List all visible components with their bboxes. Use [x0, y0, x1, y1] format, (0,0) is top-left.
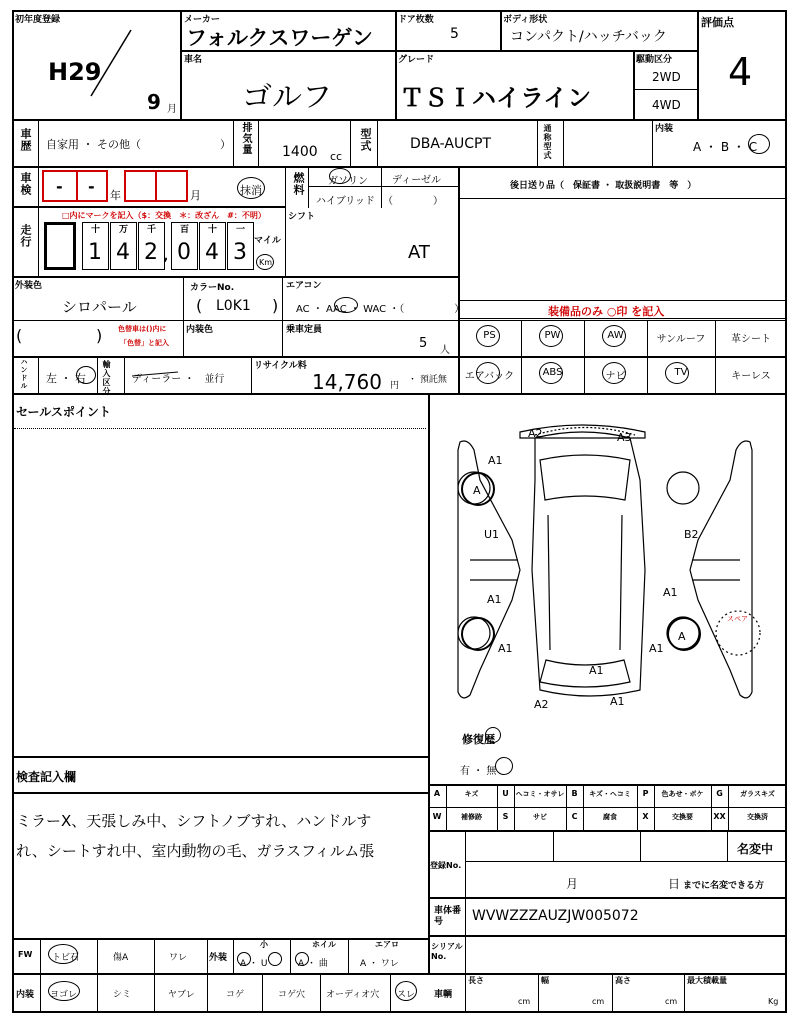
grid-line: [285, 206, 286, 276]
int-item: コゲ穴: [278, 990, 306, 1000]
aircon-label: エアコン: [286, 281, 322, 291]
damage-circle: [461, 617, 495, 651]
fuel-hybrid: ハイブリッド: [316, 196, 375, 207]
drive-4wd: 4WD: [652, 98, 681, 112]
fuel-gas-circle: [329, 168, 351, 184]
sales-point-label: セールスポイント: [16, 405, 111, 419]
mileage-unit: 十: [208, 225, 218, 235]
mileage-comma: ,: [163, 244, 169, 265]
legend-cell: B: [571, 789, 578, 798]
grid-line: [12, 206, 285, 208]
grid-line: [640, 830, 641, 862]
legend-cell: キズ: [464, 790, 479, 798]
mileage-digit: 2: [144, 240, 158, 265]
equipment-note: 装備品のみ ○印 を記入: [548, 305, 665, 318]
registration-month: 9: [147, 90, 161, 114]
grid-line: [38, 356, 39, 394]
recycle-unit: 円: [390, 381, 400, 391]
maker-value: フォルクスワーゲン: [186, 26, 373, 50]
damage-label: A1: [487, 593, 502, 606]
mileage-unit: 百: [180, 225, 190, 235]
capacity-value: 5: [419, 336, 428, 351]
grid-line: [390, 973, 391, 1013]
damage-label: A1: [610, 695, 625, 708]
equipment-circle: [539, 325, 563, 347]
damage-label: A1: [488, 454, 503, 467]
model-name-label: 車名: [184, 55, 203, 65]
grid-line: [350, 119, 351, 167]
damage-label: A1: [498, 642, 513, 655]
grid-line: [40, 973, 41, 1013]
grid-line: [395, 10, 397, 120]
inspection-notes-label: 検査記入欄: [16, 770, 77, 784]
interior-grade-circle: [748, 134, 770, 154]
legend-cell: S: [502, 812, 509, 821]
grid-line: [154, 938, 155, 974]
handle-label: ハンドル: [20, 358, 28, 390]
legend-cell: X: [642, 812, 649, 821]
dim-unit-cm: cm: [665, 997, 678, 1006]
grid-line: [458, 320, 787, 321]
doors-value: 5: [450, 26, 459, 42]
handle-circle: [76, 366, 96, 384]
grid-line: [12, 973, 787, 975]
recycle-label: リサイクル料: [254, 361, 307, 371]
ext-val: A ・ ワレ: [360, 959, 399, 969]
legend-cell: ヘコミ・オサレ: [515, 790, 565, 798]
legend-cell: 補修跡: [461, 813, 482, 821]
registration-month-unit: 月: [167, 104, 177, 115]
grid-line: [458, 198, 787, 199]
grid-line: [183, 276, 184, 356]
mileage-unit: 万: [119, 225, 129, 235]
reg-no-label: 登録No.: [430, 861, 462, 870]
fuel-label: 燃料: [292, 172, 305, 196]
equipment-item: ABS: [542, 367, 563, 378]
vin-label: 車体番号: [434, 906, 462, 927]
damage-label: B2: [684, 528, 699, 541]
repair-label: 修復歴: [462, 733, 495, 746]
history-close: ）: [220, 138, 231, 151]
repair-label-circle: [485, 727, 501, 743]
equipment-circle: [602, 362, 626, 384]
grid-line: [97, 356, 98, 394]
handle-value: 左 ・ 右: [46, 372, 86, 385]
grid-line: [154, 973, 155, 1013]
grid-line: [40, 938, 41, 974]
maker-label: メーカー: [184, 15, 220, 25]
reg-until: までに名変できる方: [683, 881, 765, 891]
grid-line: [428, 935, 787, 937]
registration-label: 初年度登録: [15, 15, 61, 25]
color-change-note2: 「色替」と記入: [120, 339, 169, 347]
model-type-value: DBA-AUCPT: [410, 136, 491, 152]
grid-line: [12, 276, 458, 278]
inspection-label: 車検: [19, 172, 32, 196]
equipment-item: キーレス: [731, 371, 771, 382]
grid-line: [537, 119, 538, 167]
inspection-dash2: -: [88, 177, 95, 196]
inspection-month: 月: [190, 189, 201, 202]
grid-line: [207, 973, 208, 1013]
grid-line: [428, 784, 787, 786]
grid-line: [258, 119, 259, 167]
equipment-circle: [602, 325, 626, 347]
dim-unit-cm: cm: [518, 997, 531, 1006]
legend-cell: ガラスキズ: [740, 790, 775, 798]
legend-cell: 色あせ・ボケ: [661, 790, 704, 798]
spare-label: スペア: [727, 615, 748, 623]
equipment-circle: [476, 362, 500, 384]
mileage-unit: 一: [236, 225, 246, 235]
legend-cell: G: [716, 789, 723, 798]
grid-line: [458, 166, 460, 394]
aircon-value: AC ・ AAC ・ WAC ・（ ）: [296, 304, 465, 315]
recycle-value: 14,760: [312, 370, 382, 394]
equipment-item: サンルーフ: [656, 334, 706, 345]
registration-slash: [85, 28, 135, 98]
repair-none-circle: [495, 757, 513, 775]
mileage-label: 走行: [19, 224, 32, 248]
serial-label: シリアルNo.: [431, 942, 463, 961]
inspection-month-box1: [124, 170, 157, 202]
dim-weight: 最大積載量: [687, 976, 727, 985]
ext-aero: エアロ: [375, 940, 399, 949]
equipment-item: ナビ: [605, 371, 626, 382]
grid-line: [633, 50, 635, 120]
displacement-unit: cc: [330, 150, 343, 163]
legend-cell: W: [432, 812, 442, 821]
exterior-color-value: シロパール: [62, 298, 137, 316]
inspection-notes-line1: ミラーX、天張しみ中、シフトノブすれ、ハンドルす: [16, 812, 372, 830]
score-label: 評価点: [701, 16, 734, 29]
grid-line: [308, 166, 309, 208]
fuel-diesel: ディーゼル: [392, 175, 441, 186]
grid-line: [320, 973, 321, 1013]
damage-circle: [461, 472, 495, 506]
int-item: オーディオ穴: [326, 990, 380, 1000]
grade-label: グレード: [398, 55, 435, 65]
inspection-dash1: -: [56, 177, 63, 196]
grid-line: [12, 792, 428, 794]
recycle-deposit: ・ 預託無: [408, 375, 447, 385]
inspection-year: 年: [110, 189, 121, 202]
body-value: コンパクト/ハッチバック: [510, 29, 667, 45]
legend-cell: C: [571, 812, 578, 821]
equipment-circle: [539, 362, 563, 384]
exterior-color-label: 外装色: [15, 281, 43, 291]
ext-val: A ・ U: [240, 959, 268, 969]
grid-line: [97, 973, 98, 1013]
grid-line: [538, 973, 539, 1013]
grid-line: [124, 356, 125, 394]
body-label: ボディ形状: [503, 15, 548, 25]
model-name-value: ゴルフ: [242, 80, 332, 115]
later-items-label: 後日送り品（ 保証書 ・ 取扱説明書 等 ）: [510, 181, 697, 191]
grid-line: [612, 973, 613, 1013]
displacement-label: 排気量: [240, 122, 251, 155]
damage-circle: [667, 617, 701, 651]
mileage-unit: 十: [91, 225, 101, 235]
equipment-item: TV: [674, 367, 688, 378]
grid-line: [428, 393, 430, 973]
displacement-value: 1400: [282, 144, 318, 160]
color-no-label: カラーNo.: [190, 283, 235, 293]
ext-circle-u: [268, 952, 282, 966]
int-circle-dirt: [48, 981, 80, 1001]
capacity-label: 乗車定員: [286, 325, 323, 335]
grid-line: [465, 861, 787, 862]
repair-value: 有 ・ 無: [460, 766, 497, 777]
legend-cell: サビ: [533, 813, 547, 821]
ext-small: 小: [260, 940, 268, 949]
common-type-label: 通称型式: [543, 124, 552, 160]
equipment-item: エアバック: [464, 371, 515, 382]
mileage-unit: 千: [147, 225, 157, 235]
legend-cell: 交換済: [747, 813, 768, 821]
grid-line: [684, 973, 685, 1013]
inspection-expired: 抹消: [240, 184, 262, 197]
grid-line: [38, 119, 39, 167]
equipment-item: AW: [607, 330, 624, 341]
reg-day: 日: [668, 877, 681, 891]
score-value: 4: [728, 50, 753, 94]
mileage-digit: 0: [177, 240, 191, 265]
import-strike: [132, 368, 182, 382]
int-label: 内装: [16, 990, 35, 1000]
grade-value: ＴＳＩハイライン: [400, 84, 592, 112]
grid-line: [377, 119, 378, 167]
expired-circle: [237, 177, 265, 199]
mileage-km-circle: [256, 254, 274, 270]
legend-cell: A: [433, 789, 441, 798]
color-change-note1: 色替車は()内に: [118, 325, 167, 333]
capacity-unit: 人: [440, 345, 450, 356]
grid-line: [233, 119, 234, 167]
ext-circle-a: [237, 952, 251, 966]
equipment-circle: [476, 325, 500, 347]
fw-circle: [48, 944, 78, 964]
grid-line: [12, 320, 458, 321]
aircon-circle: [334, 297, 358, 313]
dim-unit-kg: Kg: [768, 997, 779, 1006]
interior-color-label: 内装色: [186, 325, 214, 335]
damage-label: A2: [528, 427, 543, 440]
color-no-open: (: [196, 296, 203, 315]
fw-label: FW: [18, 950, 33, 959]
mileage-lead-box: [44, 222, 76, 270]
fw-item: ワレ: [169, 953, 188, 963]
legend-cell: XX: [713, 812, 726, 821]
dim-height: 高さ: [615, 976, 631, 985]
legend-cell: 交換要: [672, 813, 693, 821]
grid-line: [348, 938, 349, 974]
grid-line: [207, 938, 208, 974]
grid-line: [12, 393, 787, 395]
import-value: ディーラー ・ 並行: [132, 374, 225, 385]
grid-line: [12, 938, 428, 940]
shift-value: AT: [408, 242, 430, 263]
equipment-circle: [665, 362, 689, 384]
mileage-km: Km: [259, 258, 273, 267]
color-no-value: L0K1: [216, 298, 251, 314]
grid-line: [262, 973, 263, 1013]
grid-line: [290, 938, 291, 974]
drive-label: 駆動区分: [636, 55, 673, 65]
name-change: 名変中: [737, 842, 774, 856]
grid-line: [465, 830, 466, 935]
import-label: 輸入区分: [102, 360, 111, 396]
equipment-item: PW: [544, 330, 561, 341]
grid-line: [12, 356, 787, 358]
grid-line: [428, 897, 787, 899]
mileage-digit: 3: [233, 240, 247, 265]
damage-label: U1: [484, 528, 500, 541]
legend-cell: P: [642, 789, 649, 798]
grid-line: [180, 10, 182, 120]
doors-label: ドア枚数: [398, 15, 434, 25]
ext-val: A ・ 曲: [298, 959, 328, 969]
registration-era: H29: [48, 58, 102, 86]
grid-line: [697, 10, 699, 120]
interior-grade-options: A ・ B ・ C: [693, 140, 758, 154]
grid-line: [727, 830, 728, 862]
damage-label: A: [678, 630, 686, 643]
vin-value: WVWZZZAUZJW005072: [472, 908, 639, 924]
int-item: ヤブレ: [168, 990, 195, 1000]
ext-label: 外装: [209, 953, 228, 963]
ext-wheel: ホイル: [312, 940, 336, 949]
int-item: ヨゴレ: [50, 990, 78, 1000]
grid-line: [633, 89, 697, 90]
mileage-digit: 4: [116, 240, 130, 265]
grid-line: [465, 973, 466, 1013]
equipment-item: PS: [483, 330, 496, 341]
history-value: 自家用 ・ その他（: [46, 138, 141, 151]
interior-grade-label: 内装: [655, 124, 674, 134]
mileage-digit: 1: [88, 240, 102, 265]
sales-point-dotline: [14, 428, 426, 430]
wheel-circle-a: [295, 952, 309, 966]
drive-2wd: 2WD: [652, 70, 681, 84]
legend-cell: U: [502, 789, 509, 798]
mileage-digit: 4: [205, 240, 219, 265]
grid-line: [428, 830, 787, 832]
grid-line: [12, 756, 428, 758]
model-type-label: 型式: [359, 128, 372, 152]
shift-label: シフト: [288, 212, 316, 222]
fw-item: トビ石: [52, 953, 80, 963]
damage-label: A: [473, 484, 481, 497]
grid-line: [381, 166, 382, 208]
damage-label: A1: [589, 664, 604, 677]
grid-line: [553, 830, 554, 862]
grid-line: [428, 807, 787, 808]
fuel-paren: （ ）: [383, 196, 443, 207]
history-label: 車歴: [19, 128, 32, 152]
grid-line: [563, 119, 564, 167]
reg-month: 月: [566, 877, 579, 891]
grid-line: [428, 938, 429, 974]
grid-line: [500, 10, 502, 52]
damage-label: A3: [617, 431, 632, 444]
grid-line: [652, 119, 653, 167]
int-circle-wear: [395, 981, 417, 1001]
dim-unit-cm: cm: [592, 997, 605, 1006]
mileage-note: □内にマークを記入（$：交換 ＊：改ざん #：不明）: [62, 211, 266, 220]
grid-line: [465, 935, 466, 973]
color-change-open: (: [16, 326, 23, 345]
int-item: シミ: [113, 990, 132, 1000]
equipment-item: 革シート: [731, 334, 771, 345]
color-no-close: ): [272, 296, 279, 315]
legend-cell: 腐食: [603, 813, 617, 821]
fuel-gas: ガソリン: [328, 176, 368, 187]
damage-label: A2: [534, 698, 549, 711]
mileage-mile: マイル: [254, 236, 281, 246]
grid-line: [251, 356, 252, 394]
int-item: スレ: [397, 990, 416, 1000]
damage-label: A1: [649, 642, 664, 655]
int-item: コゲ: [226, 990, 245, 1000]
grid-line: [12, 166, 787, 168]
dim-width: 幅: [541, 976, 549, 985]
grid-line: [97, 938, 98, 974]
grid-line: [282, 276, 283, 356]
dim-length: 長さ: [468, 976, 484, 985]
inspection-notes-line2: れ、シートすれ中、室内動物の毛、ガラスフィルム張: [16, 842, 375, 860]
grid-line: [285, 166, 286, 208]
fw-item: 傷A: [113, 953, 129, 963]
dims-label: 車輌: [434, 990, 453, 1000]
legend-cell: キズ・ヘコミ: [589, 790, 631, 798]
grid-line: [233, 938, 234, 974]
color-change-close: ): [96, 326, 103, 345]
inspection-month-box2: [155, 170, 188, 202]
grid-line: [458, 300, 787, 301]
damage-label: A1: [663, 586, 678, 599]
grid-line: [38, 166, 39, 276]
